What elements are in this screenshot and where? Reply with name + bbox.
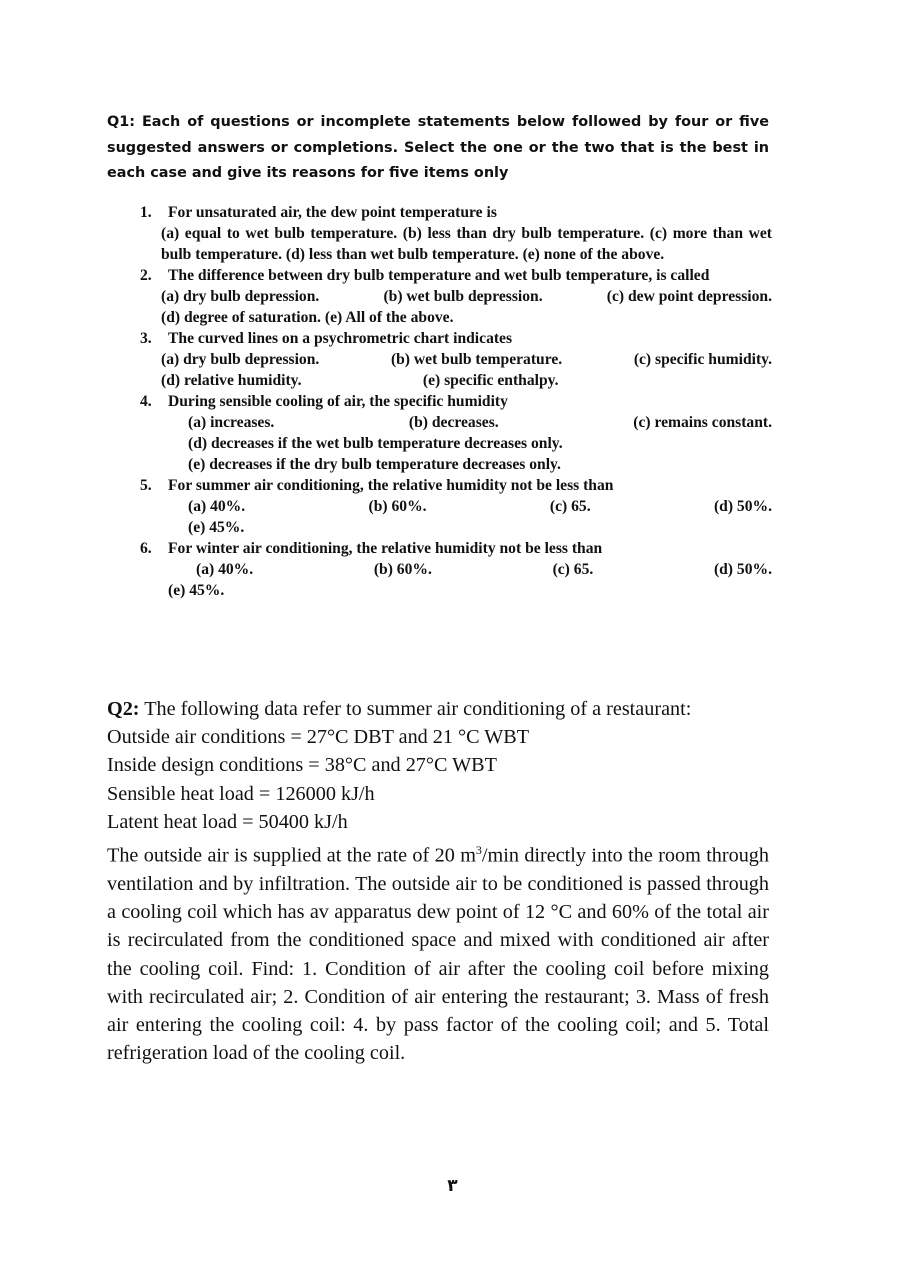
option-c: (c) more than wet bulb temperature. [161, 225, 772, 263]
question-number: 3. [140, 330, 152, 347]
question-options [161, 223, 772, 265]
q1-heading: Q1: Each of questions or incomplete statements below followed by four or five suggested answers or completions. Select the one or the two that is the best in each case and give its reasons for five items only [107, 114, 769, 181]
q2-data-line: Latent heat load = 50400 kJ/h [107, 810, 348, 833]
question-item-5 [140, 475, 772, 538]
question-item-2 [140, 265, 772, 328]
question-item-1 [140, 202, 772, 265]
q1-question-list [140, 202, 772, 601]
q2-paragraph [107, 836, 769, 1067]
question-options [188, 412, 772, 475]
question-number: 4. [140, 393, 152, 410]
question-number: 1. [140, 204, 152, 221]
option-a: (a) 40%. [188, 498, 246, 515]
question-options [161, 286, 772, 328]
option-d: (d) less than wet bulb temperature. [285, 246, 519, 263]
option-e: (e) All of the above. [324, 309, 454, 326]
option-b: (b) wet bulb temperature. [390, 351, 563, 368]
option-a: (a) dry bulb depression. [161, 288, 320, 305]
q2-paragraph-start: The outside air is supplied at the rate of 20 m [107, 844, 476, 867]
q2-section [107, 695, 769, 1067]
question-stem: The curved lines on a psychrometric chart indicates [168, 330, 513, 347]
question-number: 5. [140, 477, 152, 494]
option-b: (b) decreases. [408, 414, 499, 431]
question-options [161, 349, 772, 391]
option-d: (d) 50%. [713, 498, 772, 515]
option-b: (b) 60%. [373, 561, 432, 578]
question-number: 6. [140, 540, 152, 557]
q2-superscript: 3 [475, 843, 482, 858]
question-item-6 [140, 538, 772, 601]
option-c: (c) 65. [552, 561, 594, 578]
q2-paragraph-rest: /min directly into the room through ventilation and by infiltration. The outside air to be conditioned is passed through a cooling coil which has av apparatus dew point of 12 °C and 60% of the total air is recirculated from the conditioned space and mixed with conditioned air after the cooling coil. Find: 1. Condition of air after the cooling coil before mixing with recirculated air; 2. Condition of air entering the restaurant; 3. Mass of fresh air entering the cooling coil: 4. by pass factor of the cooling coil; and 5. Total refrigeration load of the cooling coil. [107, 844, 769, 1065]
option-e: (e) 45%. [188, 519, 245, 536]
option-d: (d) decreases if the wet bulb temperature decreases only. [188, 435, 563, 452]
option-c: (c) dew point depression. [606, 288, 772, 305]
question-item-4 [140, 391, 772, 475]
q2-data-line: Outside air conditions = 27°C DBT and 21 °C WBT [107, 726, 530, 749]
option-c: (c) 65. [549, 498, 591, 515]
question-options [168, 559, 772, 601]
option-a: (a) dry bulb depression. [161, 351, 320, 368]
option-a: (a) 40%. [196, 561, 254, 578]
option-e: (e) specific enthalpy. [422, 372, 559, 389]
option-d: (d) 50%. [713, 561, 772, 578]
q2-data-line: Inside design conditions = 38°C and 27°C WBT [107, 754, 497, 777]
option-a: (a) equal to wet bulb temperature. [161, 225, 398, 242]
question-stem: During sensible cooling of air, the specific humidity [168, 393, 508, 410]
option-b: (b) 60%. [368, 498, 427, 515]
page-number: ٣ [447, 1176, 458, 1196]
option-e: (e) none of the above. [522, 246, 665, 263]
q2-intro: The following data refer to summer air conditioning of a restaurant: [144, 698, 692, 720]
q2-intro-line [107, 695, 769, 723]
q2-data-line: Sensible heat load = 126000 kJ/h [107, 782, 375, 805]
question-number: 2. [140, 267, 152, 284]
option-b: (b) wet bulb depression. [383, 288, 543, 305]
question-stem: The difference between dry bulb temperature and wet bulb temperature, is called [168, 267, 710, 284]
question-item-3 [140, 328, 772, 391]
option-c: (c) remains constant. [633, 414, 772, 431]
option-d: (d) relative humidity. [161, 372, 302, 389]
option-e: (e) 45%. [168, 582, 225, 599]
option-b: (b) less than dry bulb temperature. [402, 225, 645, 242]
option-a: (a) increases. [188, 414, 275, 431]
option-c: (c) specific humidity. [633, 351, 772, 368]
question-options [188, 496, 772, 538]
question-stem: For winter air conditioning, the relative humidity not be less than [168, 540, 603, 557]
option-e: (e) decreases if the dry bulb temperature decreases only. [188, 456, 561, 473]
question-stem: For summer air conditioning, the relative humidity not be less than [168, 477, 614, 494]
option-d: (d) degree of saturation. [161, 309, 321, 326]
question-stem: For unsaturated air, the dew point temperature is [168, 204, 497, 221]
q2-label: Q2: [107, 698, 140, 720]
